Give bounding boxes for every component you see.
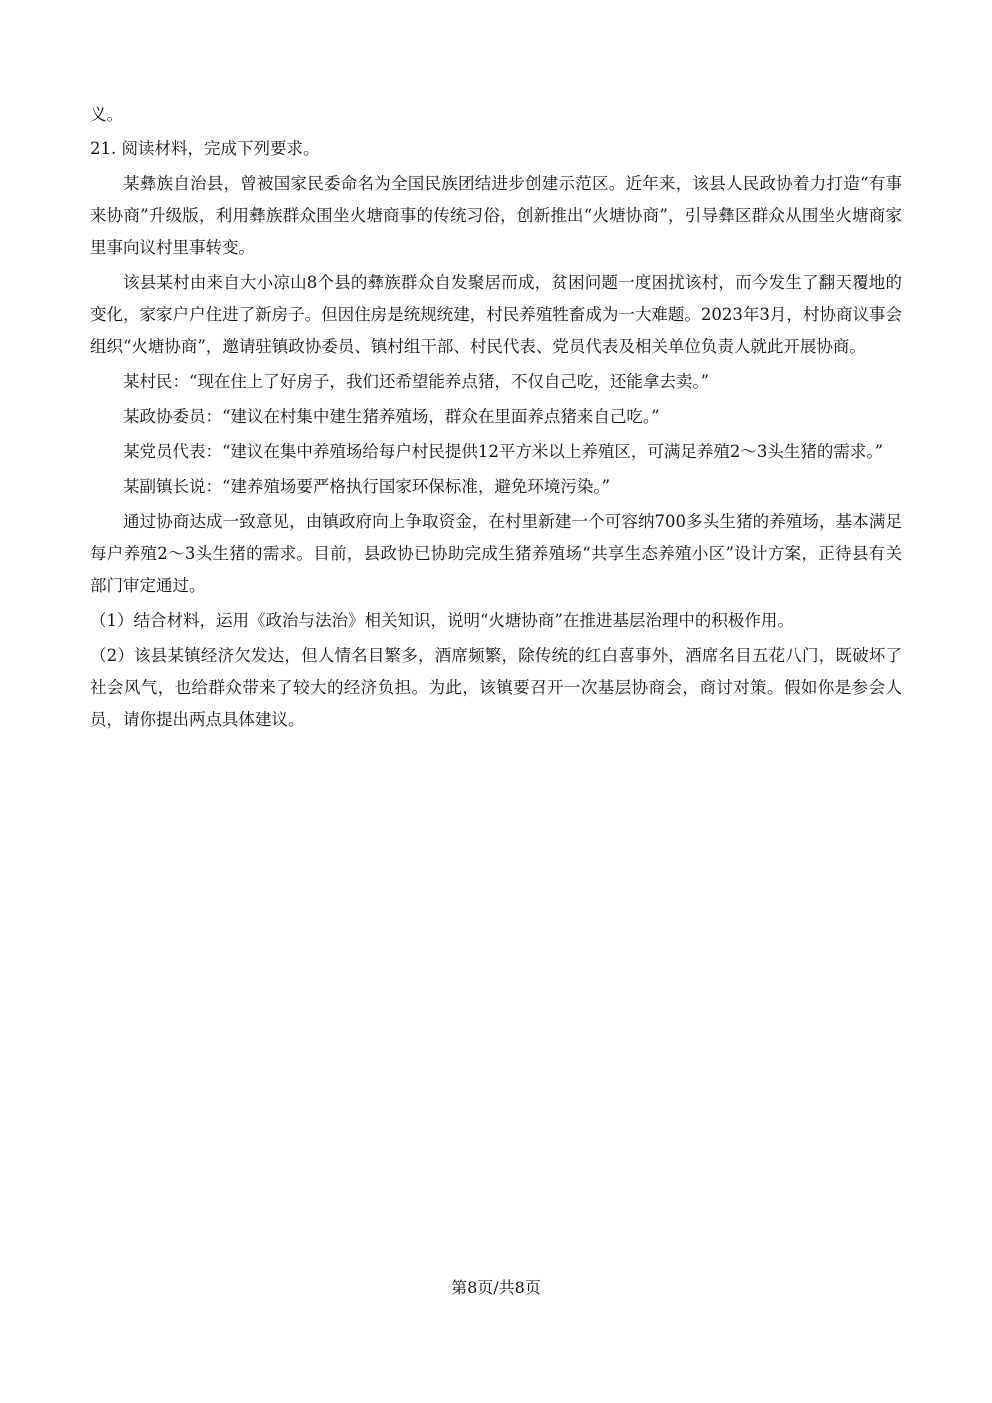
villager-quote: 某村民：“现在住上了好房子，我们还希望能养点猪，不仅自己吃，还能拿去卖。”: [123, 372, 710, 391]
party-member-quote: 某党员代表：“建议在集中养殖场给每户村民提供12平方米以上养殖区，可满足养殖2～3头生猪的需求。”: [123, 442, 884, 461]
continuation-text: 义。: [90, 105, 123, 124]
page-number-footer: 第8页/共8页: [451, 1278, 541, 1297]
sub-question-2: （2）该县某镇经济欠发达，但人情名目繁多，酒席频繁，除传统的红白喜事外，酒席名目五花八门，既破坏了社会风气，也给群众带来了较大的经济负担。为此，该镇要召开一次基层协商会，商讨对策。假如你是参会人员，请你提出两点具体建议。: [90, 646, 902, 729]
question-21-title: 21. 阅读材料，完成下列要求。: [90, 139, 320, 158]
page-content: [90, 100, 902, 739]
deputy-mayor-quote: 某副镇长说：“建养殖场要严格执行国家环保标准，避免环境污染。”: [123, 477, 611, 496]
sub-question-1: （1）结合材料，运用《政治与法治》相关知识，说明“火塘协商”在推进基层治理中的积极作用。: [90, 611, 794, 630]
material-paragraph-1: 某彝族自治县，曾被国家民委命名为全国民族团结进步创建示范区。近年来，该县人民政协着力打造“有事来协商”升级版，利用彝族群众围坐火塘商事的传统习俗，创新推出“火塘协商”，引导彝区群众从围坐火塘商家里事向议村里事转变。: [90, 174, 902, 257]
material-paragraph-conclusion: 通过协商达成一致意见，由镇政府向上争取资金，在村里新建一个可容纳700多头生猪的养殖场，基本满足每户养殖2～3头生猪的需求。目前，县政协已协助完成生猪养殖场“共享生态养殖小区”设计方案，正待县有关部门审定通过。: [90, 512, 902, 595]
material-paragraph-2: 该县某村由来自大小凉山8个县的彝族群众自发聚居而成，贫困问题一度困扰该村，而今发生了翻天覆地的变化，家家户户住进了新房子。但因住房是统规统建，村民养殖牲畜成为一大难题。2023年3月，村协商议事会组织“火塘协商”，邀请驻镇政协委员、镇村组干部、村民代表、党员代表及相关单位负责人就此开展协商。: [90, 273, 902, 356]
cppcc-member-quote: 某政协委员：“建议在村集中建生猪养殖场，群众在里面养点猪来自己吃。”: [123, 407, 660, 426]
